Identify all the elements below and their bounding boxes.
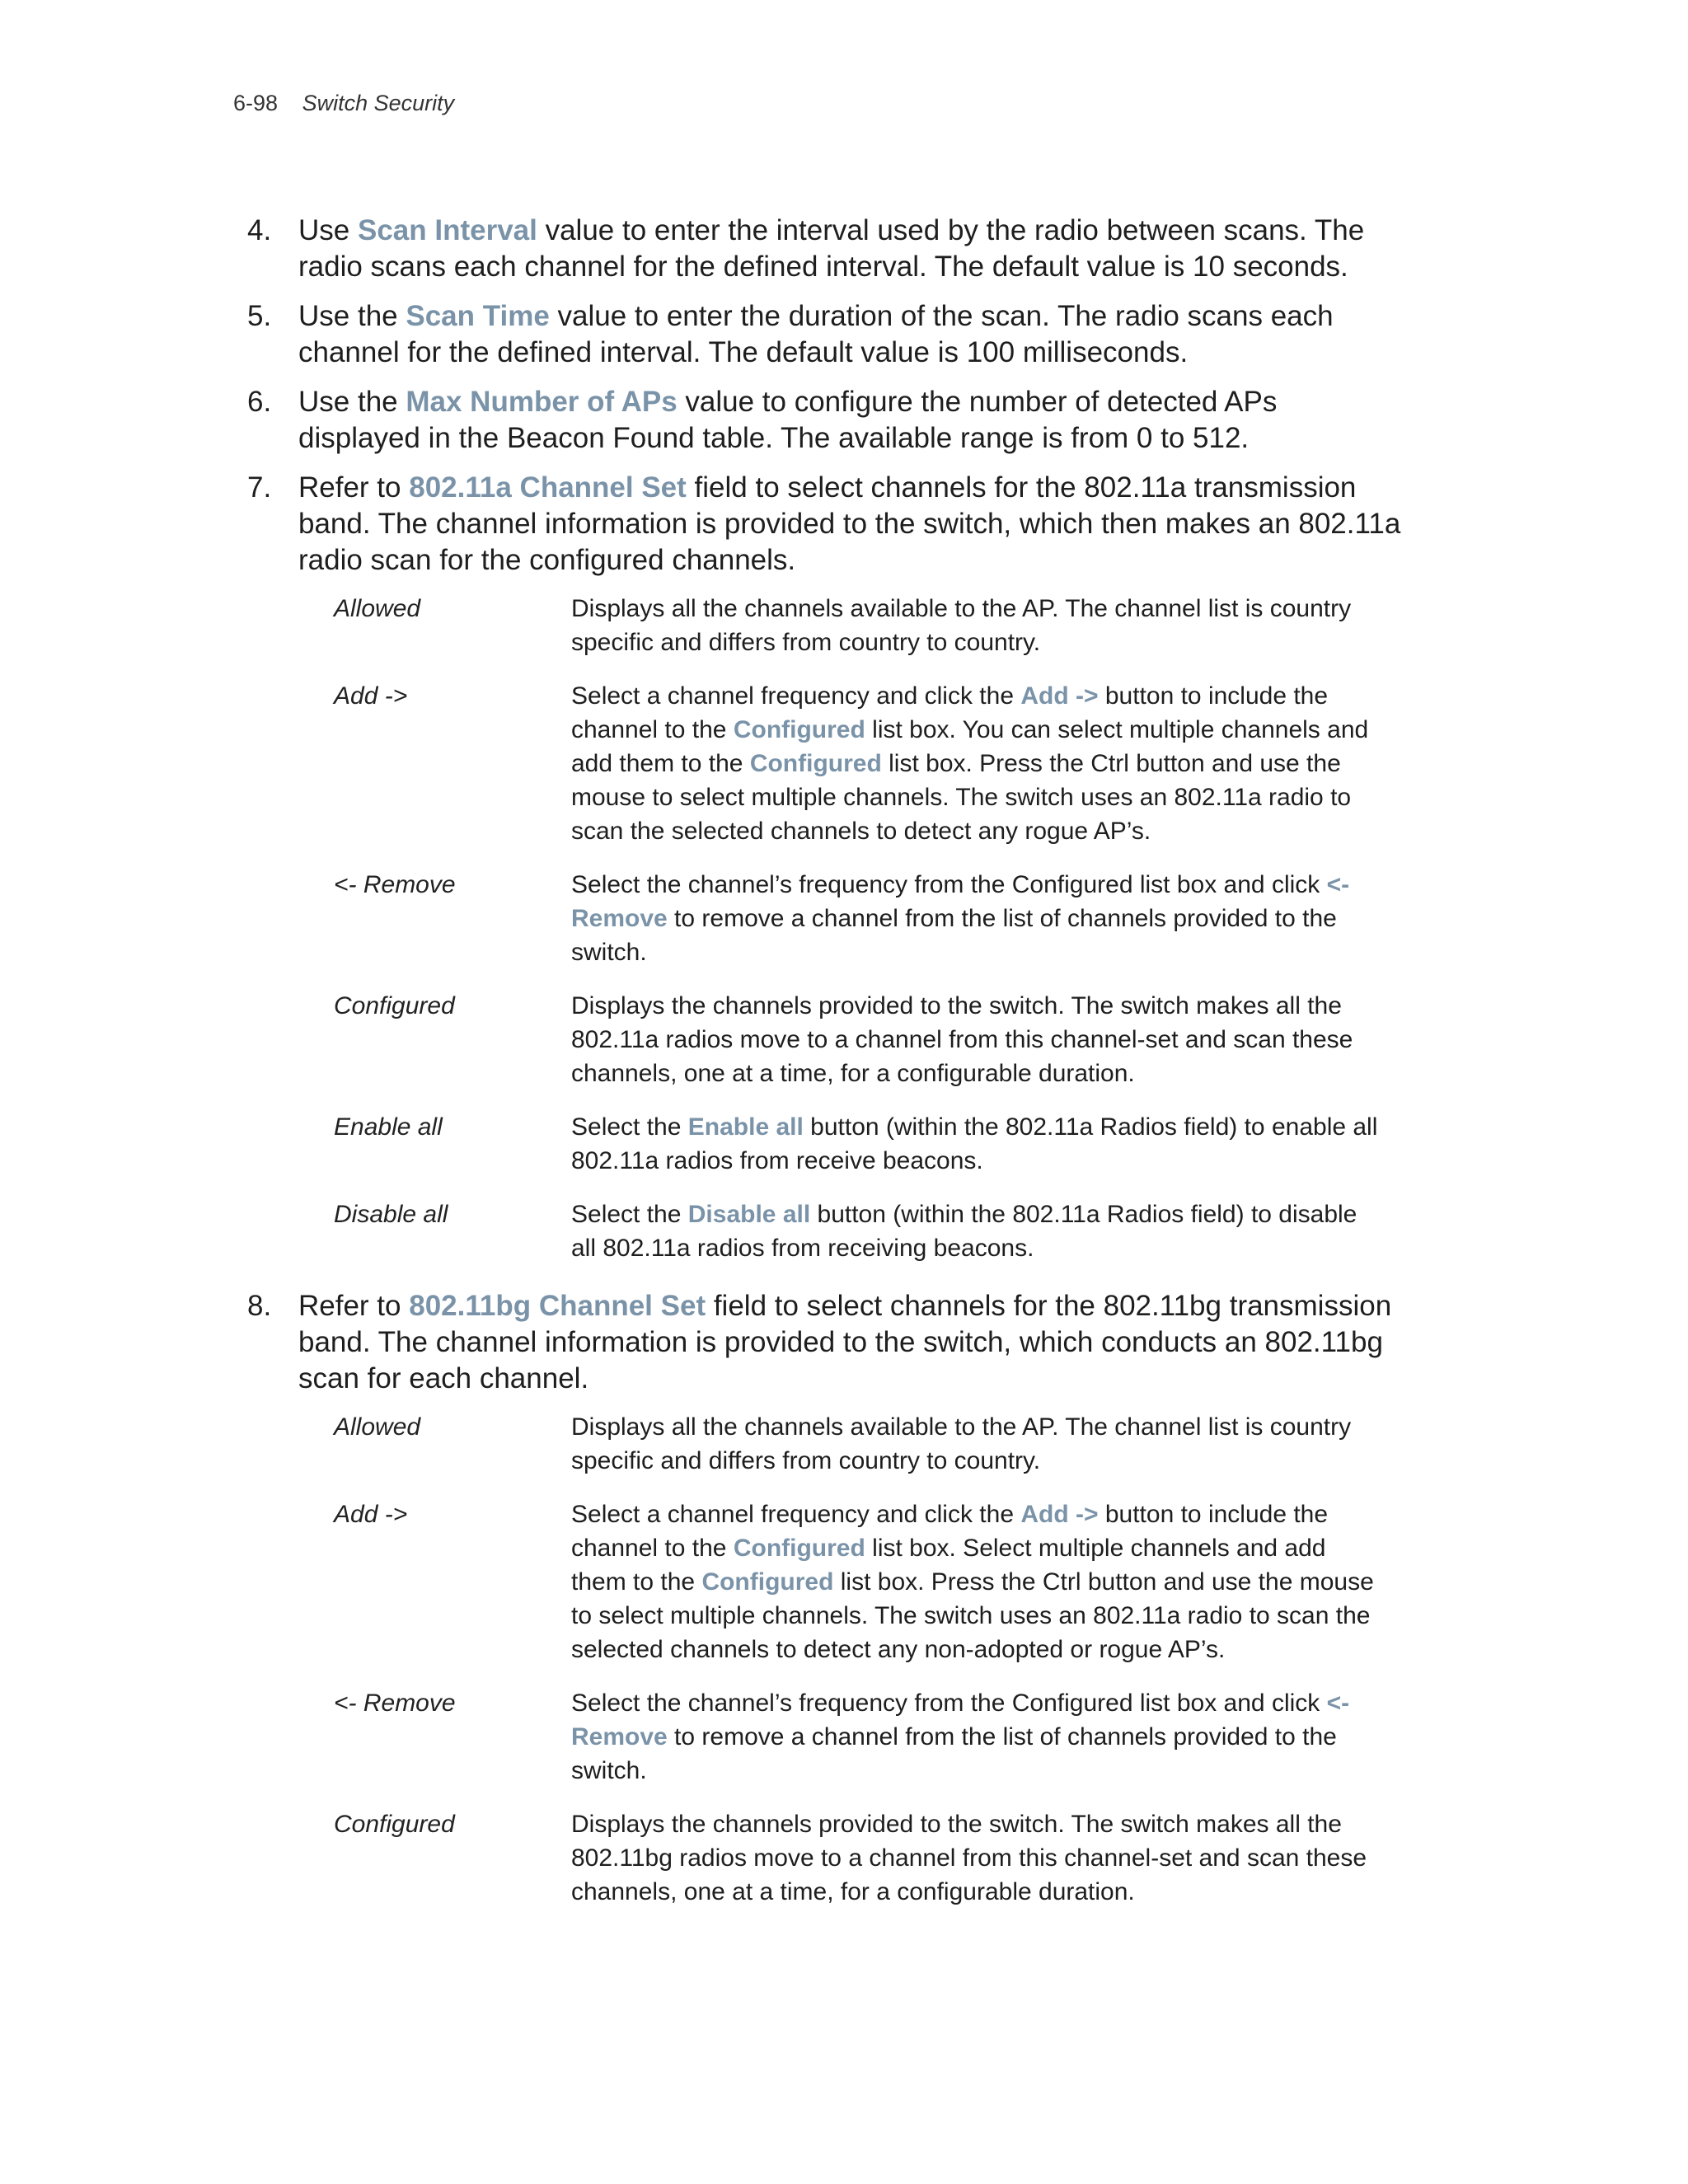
text-run: button to include the channel to the	[571, 682, 1329, 743]
definition-description	[571, 989, 1387, 1090]
definition-term: Enable all	[334, 1113, 443, 1141]
definition-term: Allowed	[334, 595, 421, 622]
text-run: Select the channel’s frequency from the Configured list box and click	[571, 1690, 1327, 1717]
definition-description	[571, 1410, 1387, 1478]
step-text	[298, 1288, 1401, 1397]
ui-term-highlight: Scan Interval	[357, 214, 537, 246]
ui-term-highlight: Configured	[749, 750, 882, 777]
text-run: Select the	[571, 1201, 688, 1228]
ui-term-highlight: Add ->	[1020, 682, 1099, 710]
text-run: Select a channel frequency and click the	[571, 1501, 1021, 1528]
step-text	[298, 213, 1401, 285]
ui-term-highlight: Configured	[733, 1535, 865, 1562]
section-title: Switch Security	[302, 91, 455, 115]
definition-term: <- Remove	[334, 1690, 456, 1717]
definition-description	[571, 1497, 1387, 1666]
definition-description	[571, 592, 1387, 659]
text-run: Displays the channels provided to the switch. The switch makes all the 802.11a radios move to a channel from this channel-set and scan these channels, one at a time, for a configurable duration.	[571, 992, 1353, 1087]
step-item	[247, 213, 1401, 285]
definition-term: Add ->	[334, 1501, 408, 1528]
definition-term: Allowed	[334, 1413, 421, 1441]
text-run: button to include the channel to the	[571, 1501, 1329, 1562]
definition-row	[334, 1807, 1401, 1909]
definition-term: Disable all	[334, 1201, 448, 1228]
ui-term-highlight: Scan Time	[406, 300, 550, 332]
definition-description	[571, 1686, 1387, 1788]
text-run: list box. Press the Ctrl button and use the mouse to select multiple channels. The switch uses an 802.11a radio to scan the selected channels to detect any rogue AP’s.	[571, 750, 1352, 845]
text-run: Select the	[571, 1113, 688, 1141]
definition-row	[334, 1197, 1401, 1265]
ui-term-highlight: Enable all	[687, 1113, 804, 1141]
ui-term-highlight: <- Remove	[571, 1690, 1350, 1750]
definition-row	[334, 1410, 1401, 1478]
page-number: 6-98	[233, 91, 279, 115]
step-item	[247, 470, 1401, 1265]
text-run: Select a channel frequency and click the	[571, 682, 1021, 710]
text-run: value to enter the duration of the scan. The radio scans each channel for the defined interval. The default value is 100 milliseconds.	[298, 300, 1334, 368]
definition-row	[334, 868, 1401, 969]
definition-description	[571, 1807, 1387, 1909]
text-run: Use the	[298, 386, 406, 418]
text-run: field to select channels for the 802.11a transmission band. The channel information is provided to the switch, which then makes an 802.11a radio scan for the configured channels.	[298, 471, 1401, 576]
text-run: value to enter the interval used by the radio between scans. The radio scans each channel for the defined interval. The default value is 10 seconds.	[298, 214, 1365, 283]
step-number: 5.	[247, 300, 272, 332]
ui-term-highlight: 802.11bg Channel Set	[409, 1290, 706, 1322]
page-header	[233, 91, 454, 116]
text-run: Displays all the channels available to the AP. The channel list is country specific and differs from country to country.	[571, 1413, 1352, 1474]
text-run: value to configure the number of detected APs displayed in the Beacon Found table. The available range is from 0 to 512.	[298, 386, 1278, 454]
definition-row	[334, 1686, 1401, 1788]
ui-term-highlight: 802.11a Channel Set	[409, 471, 687, 504]
ui-term-highlight: Max Number of APs	[406, 386, 678, 418]
text-run: Use the	[298, 300, 406, 332]
text-run: Use	[298, 214, 358, 246]
text-run: button (within the 802.11a Radios field) to disable all 802.11a radios from receiving beacons.	[571, 1201, 1357, 1262]
text-run: Select the channel’s frequency from the Configured list box and click	[571, 871, 1327, 898]
step-text	[298, 298, 1401, 371]
definition-row	[334, 592, 1401, 659]
definition-row	[334, 679, 1401, 848]
text-run: list box. You can select multiple channels and add them to the	[571, 716, 1369, 777]
definition-term: Configured	[334, 992, 455, 1019]
definition-list	[334, 1410, 1401, 1909]
text-run: Refer to	[298, 471, 410, 504]
step-number: 7.	[247, 471, 272, 504]
definition-term: Configured	[334, 1811, 455, 1838]
definition-description	[571, 1197, 1387, 1265]
definition-description	[571, 868, 1387, 969]
text-run: button (within the 802.11a Radios field) to enable all 802.11a radios from receive beacons.	[571, 1113, 1378, 1174]
ui-term-highlight: Configured	[733, 716, 865, 743]
step-item	[247, 384, 1401, 457]
step-number: 6.	[247, 386, 272, 418]
step-number: 8.	[247, 1290, 272, 1322]
text-run: Refer to	[298, 1290, 410, 1322]
definition-description	[571, 679, 1387, 848]
step-text	[298, 470, 1401, 579]
definition-description	[571, 1110, 1387, 1178]
step-item	[247, 1288, 1401, 1909]
text-run: Displays the channels provided to the switch. The switch makes all the 802.11bg radios move to a channel from this channel-set and scan these channels, one at a time, for a configurable duration.	[571, 1811, 1367, 1905]
text-run: list box. Select multiple channels and add them to the	[571, 1535, 1326, 1596]
definition-term: <- Remove	[334, 871, 456, 898]
ui-term-highlight: Configured	[701, 1568, 834, 1596]
text-run: Displays all the channels available to the AP. The channel list is country specific and differs from country to country.	[571, 595, 1352, 656]
ui-term-highlight: <- Remove	[571, 871, 1350, 932]
ui-term-highlight: Disable all	[687, 1201, 811, 1228]
definition-row	[334, 1110, 1401, 1178]
step-text	[298, 384, 1401, 457]
text-run: to remove a channel from the list of channels provided to the switch.	[571, 905, 1337, 966]
text-run: to remove a channel from the list of channels provided to the switch.	[571, 1723, 1337, 1784]
definition-term: Add ->	[334, 682, 408, 710]
definition-row	[334, 1497, 1401, 1666]
step-number: 4.	[247, 214, 272, 246]
steps-list	[247, 213, 1401, 1932]
text-run: list box. Press the Ctrl button and use the mouse to select multiple channels. The switch uses an 802.11a radio to scan the selected channels to detect any non-adopted or rogue AP’s.	[571, 1568, 1374, 1663]
text-run: field to select channels for the 802.11bg transmission band. The channel information is provided to the switch, which conducts an 802.11bg scan for each channel.	[298, 1290, 1392, 1394]
ui-term-highlight: Add ->	[1020, 1501, 1099, 1528]
definition-row	[334, 989, 1401, 1090]
step-item	[247, 298, 1401, 371]
definition-list	[334, 592, 1401, 1265]
